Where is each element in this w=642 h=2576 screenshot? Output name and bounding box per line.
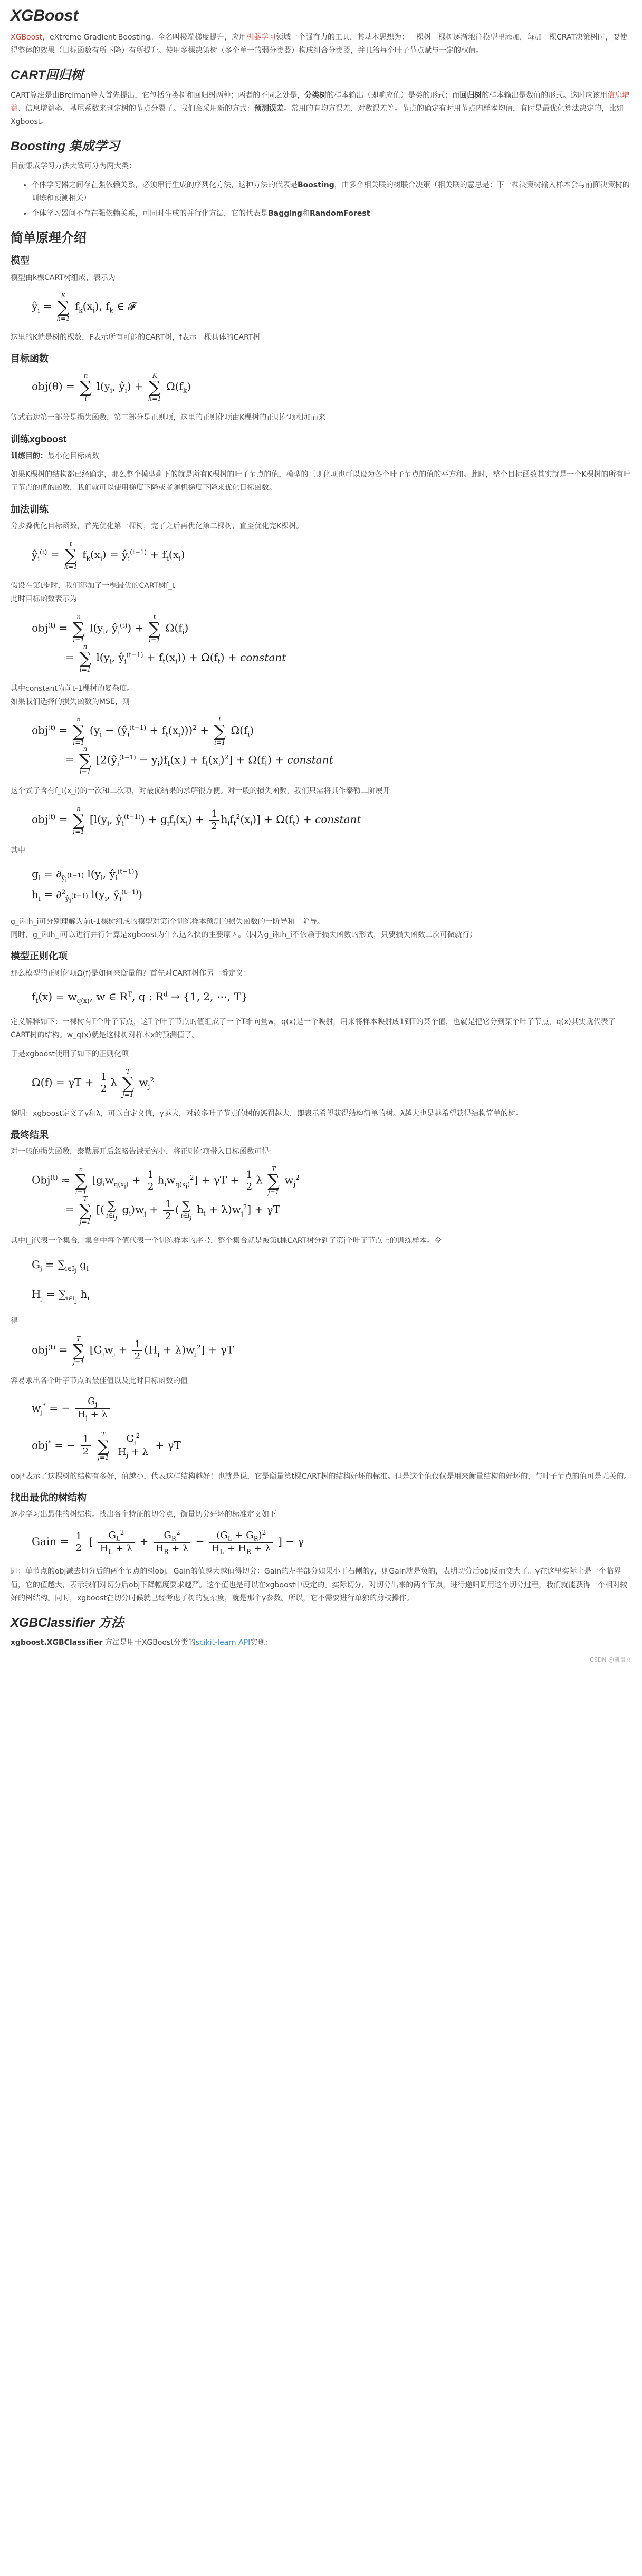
gh-text: g_i和h_i可分别理解为前t-1棵树组成的模型对第i个训练样本预测的损失函数的一阶导和二阶导。 同时，g_i和h_i可以进行并行计算是xgboost为什么这么快的主要原因。（因为g_i和h_i不依赖于损失函数的形式，只要损失函数二次可微就行） <box>11 917 477 939</box>
page-title: XGBoost <box>11 7 79 24</box>
objective-formula: obj(θ) = n ∑ i $l(y_i$, $ŷ_i$) + K ∑ k=1 $\Omega(f_k)$ <box>32 372 191 403</box>
objective-t-formula: obj$^{(t)}$ = n ∑ i=1 $l(y_i$, $ŷ_i^{(t)}$) + t ∑ i=1 $\Omega(f_i)$ = n ∑ i=1 $l(y_i$, $ŷ_i^{(t-1)} + f_t(x_i)) + \Omega(f_t)$ + constant <box>32 613 286 673</box>
additive-text: 分步骤优化目标函数，首先优化第一棵树，完了之后再优化第二棵树，直至优化完K棵树。 <box>11 522 304 530</box>
regularization-question: 那么模型的正则化项Ω(f)是如何来衡量的？首先对CART树作另一番定义： <box>11 969 251 978</box>
boosting-intro: 目前集成学习方法大致可分为两大类： <box>11 162 136 171</box>
list-item: • 个体学习器间不存在强依赖关系，可同时生成的并行化方法，它的代表是Bagging和RandomForest <box>32 207 631 220</box>
where-text: 其中 <box>11 846 25 855</box>
step-text: 假设在第t步时，我们添加了一棵最优的CART树f_t 此时目标函数表示为 <box>11 582 175 604</box>
final-formula: Obj$^{(t)}$ ≈ n ∑ i=1 [$g_iw_{q(x_i)}$ + $\frac{1}{2}$ $h_iw_{q(x_i)}^2] + \gamma T$ + $\frac{1}{2}$ λ T ∑ j=1 $w_j^2$ = T ∑ j=1 [( ∑ $i\in I_j$ $g_i)w_j$ + $\frac{1}{2}$ ( ∑ $i\in I_j$ $h_i + \lambda)w_j^2] + \gamma T$ <box>32 1165 300 1226</box>
objective-heading: 目标函数 <box>11 353 49 364</box>
tree-definition-formula: $f_t(x) = w_{q(x)}$, w ∈ $R^T$, q : $R^d \to \{1$, 2, ⋯, T} <box>32 990 248 1005</box>
optimal-obj-formula: obj* = − $\frac{1}{2}$ T ∑ j=1 $\frac{G_j^2}{H_j + \lambda}$ + γT <box>32 1430 181 1461</box>
de-text: 得 <box>11 1317 18 1326</box>
objective-after: 等式右边第一部分是损失函数，第二部分是正则项，这里的正则化项由K棵树的正则化项相加而来 <box>11 413 326 422</box>
h-sum-formula: $H_j = \sum_{i\in I_j}$ $h_i$ <box>32 1288 90 1304</box>
boosting-list <box>11 179 631 221</box>
taylor-text: 这个式子含有f_t(x_i)的一次和二次项，对最优结果的求解很方便。对一般的损失函数，我们只需将其作泰勒二阶展开 <box>11 786 390 795</box>
model-formula: $ŷ_i$ = K ∑ k=1 $f_k(x_i)$, $f_k$ ∈ 𝓕 <box>32 291 136 322</box>
split-heading: 找出最优的树结构 <box>11 1492 87 1503</box>
mse-formula: obj$^{(t)}$ = n ∑ i=1 ($y_i$ − $(ŷ_i^{(t-1)} + f_t(x_i)))^2$ + t ∑ i=1 $\Omega(f_i)$ = n ∑ i=1 $[2(ŷ_i^{(t-1)} - y_i)f_t(x_i) + f_t(x_i)^2] + \Omega(f_t)$ + constant <box>32 715 333 776</box>
train-heading: 训练xgboost <box>11 433 66 445</box>
final-heading: 最终结果 <box>11 1129 49 1140</box>
taylor-formula: obj$^{(t)}$ = n ∑ i=1 [$l(y_i$, $ŷ_i^{(t-1)}) + g_if_t(x_i)$ + $\frac{1}{2}$ $h_if_t^2(x_i)] + \Omega(f_t)$ + constant <box>32 805 361 836</box>
train-goal: 训练目的：最小化目标函数 <box>11 451 99 460</box>
gain-formula: Gain = $\frac{1}{2}$ [ $\frac{G_L^2}{H_L + \lambda}$ + $\frac{G_R^2}{H_R + \lambda}$ − $\frac{(G_L + G_R)^2}{H_L + H_R + \lambda}$ ] − γ <box>32 1529 304 1556</box>
info-gain-link[interactable]: 信息增益 <box>11 91 630 113</box>
machine-learning-link[interactable]: 机器学习 <box>246 33 276 42</box>
obj-description: obj*表示了这棵树的结构有多好，值越小，代表这样结构越好！也就是说，它是衡量第t棵CART树的结构好坏的标准。但是这个值仅仅是用来衡量结构的好坏的，与叶子节点的值可是无关的。 <box>11 1472 631 1481</box>
classifier-text: xgboost.XGBClassifier 方法是用于XGBoost分类的scikit-learn API实现： <box>11 1638 273 1647</box>
regularization-heading: 模型正则化项 <box>11 951 68 962</box>
ij-text: 其中I_j代表一个集合，集合中每个值代表一个训练样本的序号，整个集合就是被第t棵CART树分到了第j个叶子节点上的训练样本。令 <box>11 1237 442 1246</box>
final-text: 对一般的损失函数，泰勒展开后忽略告诫无穷小，将正则化项带入目标函数可得： <box>11 1147 276 1156</box>
cart-paragraph: CART算法是由Breiman等人首先提出，它包括分类树和回归树两种；两者的不同之处是，分类树的样本输出（即响应值）是类的形式；而回归树的样本输出是数值的形式。这时应该用信息增益、信息增益率、基尼系数来判定树的节点分裂了。我们会采用新的方式：预测误差。常用的有均方误差、对数误差等。节点的确定有时用节点内样本均值，有时是最优化算法决定的，比如Xgboost。 <box>11 91 630 126</box>
list-item: • 个体学习器之间存在强依赖关系，必须串行生成的序列化方法，这种方法的代表是Boosting，由多个相关联的树联合决策（相关联的意思是：下一棵决策树输入样本会与前面决策树的训练和预测相关） <box>32 179 631 205</box>
additive-formula: $ŷ_i^{(t)}$ = t ∑ k=1 $f_k(x_i)$ = $ŷ_i^{(t-1)} + f_t(x_i)$ <box>32 540 185 571</box>
regularization-formula: Ω(f) = γT + $\frac{1}{2}$ λ T ∑ j=1 $w_j^2$ <box>32 1067 155 1098</box>
intro-paragraph: XGBoost，eXtreme Gradient Boosting。全名叫极端梯度提升，应用机器学习领域一个强有力的工具，其基本思想为：一棵树一棵树逐渐地往模型里添加，每加一棵CRAT决策树时，要使得整体的效果（目标函数有所下降）有所提升。使用多棵决策树（多个单一的弱分类器）构成组合分类器，并且给每个叶子节点赋与一定的权值。 <box>11 33 627 55</box>
additive-heading: 加法训练 <box>11 504 49 515</box>
model-text: 模型由k棵CART树组成，表示为 <box>11 273 116 282</box>
watermark: CSDN @凯哥文 <box>590 1656 631 1664</box>
model-heading: 模型 <box>11 255 30 266</box>
constant-text: 其中constant为前t-1棵树的复杂度。 如果我们选择的损失函数为MSE，则 <box>11 684 135 706</box>
optimal-weight-formula: $w_j^*$ = − $\frac{G_j}{H_j + \lambda}$ <box>32 1396 631 1422</box>
classifier-heading: XGBClassifier 方法 <box>11 1615 124 1630</box>
sklearn-api-link[interactable]: scikit-learn API <box>195 1638 251 1647</box>
train-text: 如果K棵树的结构都已经确定，那么整个模型剩下的就是所有K棵树的叶子节点的值，模型的正则化项也可以设为各个叶子节点的值的平方和。此时，整个目标函数其实就是一个K棵树的所有叶子节点的值的函数，我们就可以使用梯度下降或者随机梯度下降来优化目标函数。 <box>11 470 631 493</box>
boosting-heading: Boosting 集成学习 <box>11 139 120 154</box>
split-text: 逐步学习出最佳的树结构。找出各个特征的切分点，衡量切分好坏的标准定义如下 <box>11 1510 276 1519</box>
cart-heading: CART回归树 <box>11 68 84 83</box>
xgboost-link[interactable]: XGBoost <box>11 33 42 42</box>
optimal-text: 容易求出各个叶子节点的最佳值以及此时目标函数的值 <box>11 1377 188 1386</box>
regularization-use: 于是xgboost使用了如下的正则化项 <box>11 1049 129 1058</box>
principle-heading: 简单原理介绍 <box>11 231 87 246</box>
g-sum-formula: $G_j = \sum_{i\in I_j}$ $g_i$ <box>32 1258 89 1275</box>
split-note: 即：单节点的obj减去切分后的两个节点的树obj。Gain的值越大越值得切分：Gain的左半部分如果小于右侧的γ，则Gain就是负的，表明切分后obj反而变大了。γ在这里实际上是一个临界值，它的值越大，表示我们对切分后obj下降幅度要求越严。这个值也是可以在xgboost中设定的。实际切分，对切分出来的两个节点，进行递归调用这个切分过程，我们就能获得一个相对较好的树结构。同时，xgboost在切分时候就已经考虑了树的复杂度，就是那个γ参数。所以，它不需要进行单独的剪枝操作。 <box>11 1567 628 1603</box>
obj-gh-formula: obj$^{(t)}$ = T ∑ j=1 [$G_jw_j$ + $\frac{1}{2}$ $(H_j + \lambda)w_j^2] + \gamma T$ <box>32 1335 234 1366</box>
regularization-note: 说明：xgboost定义了γ和λ，可以自定义值，γ越大，对较多叶子节点的树的惩罚越大，即表示希望获得结构简单的树。λ越大也是越希望获得结构简单的树。 <box>11 1109 523 1118</box>
definition-text: 定义解释如下：一棵树有T个叶子节点，这T个叶子节点的值组成了一个T维向量w，q(x)是一个映射，用来将样本映射成1到T的某个值，也就是把它分到某个叶子节点，q(x)其实就代表了CART树的结构。w_q(x)就是这棵树对样本x的预测值了。 <box>11 1018 616 1040</box>
gradient-formula: $g_i = \partial_{ŷ_i^{(t-1)}}$ $l(y_i$, $ŷ_i^{(t-1)}$) $h_i = \partial^2_{ŷ_i^{(t-1)}}$ $l(y_i$, $ŷ_i^{(t-1)}$) <box>32 867 142 904</box>
model-after: 这里的K就是树的棵数，F表示所有可能的CART树，f表示一棵具体的CART树 <box>11 333 261 342</box>
